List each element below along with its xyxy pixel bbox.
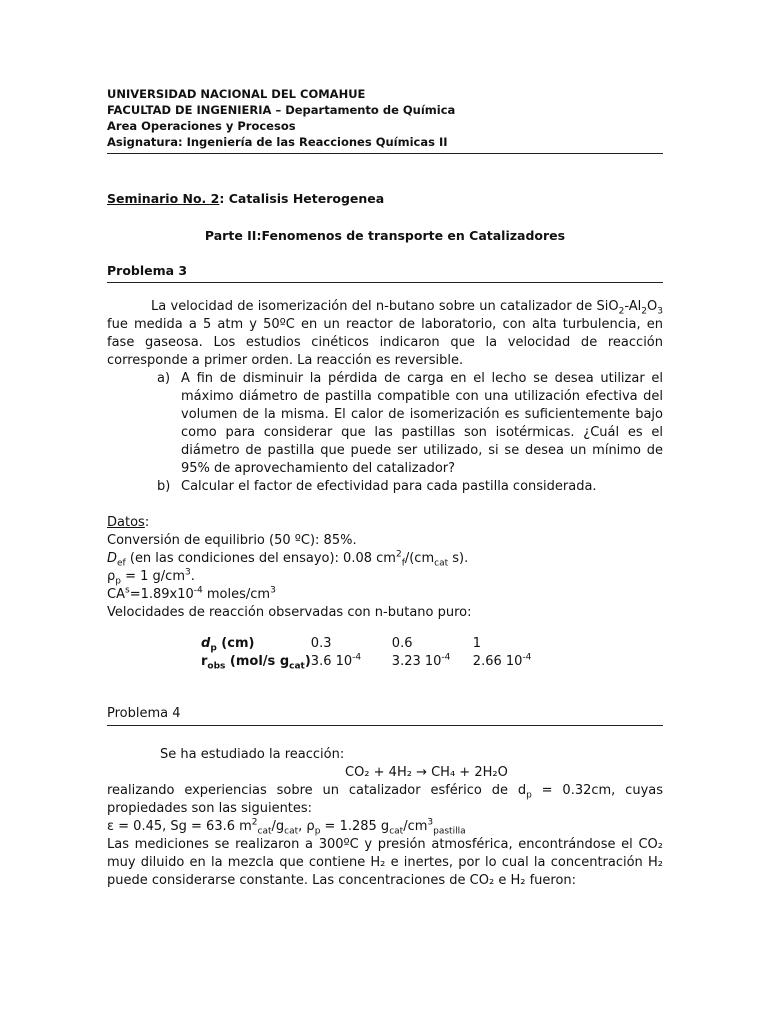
table-cell: 1 bbox=[472, 635, 482, 651]
header-course: Asignatura: Ingeniería de las Reacciones Químicas II bbox=[107, 135, 448, 149]
item-marker: b) bbox=[157, 479, 171, 494]
robs-header-label: (mol/s g bbox=[225, 653, 290, 669]
header-divider bbox=[107, 153, 663, 154]
props-a: ε = 0.45, Sg = 63.6 m bbox=[107, 819, 252, 834]
robs-header: $r_{obs}$ (mol/s $g_{cat}$) bbox=[201, 653, 311, 672]
robs-exponent: -4 bbox=[441, 652, 451, 663]
dp-header: $d_p$ (cm) bbox=[201, 635, 255, 654]
observed-rates-table bbox=[201, 634, 531, 670]
datos-concentration: $CA^s=1.89x10^{-4}$ moles/$cm^3$ bbox=[107, 585, 276, 602]
datos-velocidades: Velocidades de reacción observadas con n-butano puro: bbox=[107, 605, 472, 620]
document-header bbox=[107, 86, 663, 150]
robs-value: 3.6 10 bbox=[310, 653, 353, 669]
datos-def-text: (en las condiciones del ensayo): 0.08 cm bbox=[125, 551, 396, 566]
table-cell bbox=[473, 652, 532, 670]
problem4-equation: CO₂ + 4H₂ → CH₄ + 2H₂O bbox=[345, 765, 508, 780]
robs-value: 2.66 10 bbox=[472, 653, 523, 669]
props-d: = 1.285 g bbox=[320, 819, 390, 834]
table-cell: 0.6 bbox=[391, 635, 413, 651]
props-e: /cm bbox=[403, 819, 428, 834]
datos-density: $\rho_p = 1$ $g/cm^3$. bbox=[107, 567, 195, 587]
props-c: , ρ bbox=[298, 819, 315, 834]
table-cell bbox=[392, 652, 473, 670]
problem3-divider bbox=[107, 282, 663, 283]
robs-exponent: -4 bbox=[522, 652, 532, 663]
problem3-intro-b: fue medida a 5 atm y 50ºC en un reactor de laboratorio, con alta turbulencia, en fase gaseosa. Los estudios cinéticos indicaron que la velocidad de reacción corresponde a primer orden. La reacción es reversible. bbox=[107, 317, 663, 368]
problem3-title: Problema 3 bbox=[107, 263, 188, 278]
item-text: Calcular el factor de efectividad para cada pastilla considerada. bbox=[181, 479, 597, 494]
table-cell bbox=[311, 652, 392, 670]
robs-exponent: -4 bbox=[352, 652, 362, 663]
table-cell: 0.3 bbox=[310, 635, 332, 651]
datos-label: Datos bbox=[107, 515, 145, 530]
props-b: /g bbox=[271, 819, 285, 834]
problem4-intro: Se ha estudiado la reacción: bbox=[160, 747, 345, 762]
problem4-measurements: Las mediciones se realizaron a 300ºC y presión atmosférica, encontrándose el CO₂ muy diluido en la mezcla que contiene H₂ e inertes, por lo cual la concentración H₂ puede considerarse constante. Las concentraciones de CO₂ e H₂ fueron: bbox=[107, 837, 663, 888]
datos-ca-text: =1.89x10 bbox=[129, 587, 194, 602]
seminar-topic: : Catalisis Heterogenea bbox=[219, 191, 385, 206]
datos-rho-text: = 1 g/cm bbox=[120, 569, 185, 584]
seminar-title bbox=[107, 191, 663, 206]
datos-heading: Datos: bbox=[107, 515, 150, 530]
seminar-label: Seminario No. 2 bbox=[107, 191, 220, 206]
problem3-item-b bbox=[157, 478, 663, 496]
robs-value: 3.23 10 bbox=[391, 653, 442, 669]
problem3-item-a bbox=[157, 370, 663, 478]
table-row bbox=[201, 634, 531, 652]
header-university: UNIVERSIDAD NACIONAL DEL COMAHUE bbox=[107, 87, 366, 101]
problem4-divider bbox=[107, 725, 663, 726]
item-text: A fin de disminuir la pérdida de carga en el lecho se desea utilizar el máximo diámetro de pastilla compatible con una utilización efectiva del volumen de la misma. El calor de isomerización es suficientemente bajo como para considerar que las pastillas son isotérmicas. ¿Cuál es el diámetro de pastilla que puede ser utilizado, si se desea un mínimo de 95% de aprovechamiento del catalizador? bbox=[181, 371, 663, 476]
problem4-properties: ε = 0.45, Sg = 63.6 $m^2_{cat}/g_{cat}$, $\rho_p = 1.285$ $g_{cat}/cm^3_{pastilla}$ bbox=[107, 817, 466, 837]
problem3-intro-a: La velocidad de isomerización del n-butano sobre un catalizador de SiO bbox=[151, 299, 619, 314]
part-title: Parte II:Fenomenos de transporte en Catalizadores bbox=[204, 228, 566, 243]
header-area: Area Operaciones y Procesos bbox=[107, 119, 296, 133]
datos-diffusivity: $D_{ef}$ (en las condiciones del ensayo): 0.08 $cm^2_f/(cm_{cat}$ s). bbox=[107, 549, 469, 569]
header-faculty: FACULTAD DE INGENIERIA – Departamento de Química bbox=[107, 103, 456, 117]
datos-ca-unit: moles/cm bbox=[202, 587, 271, 602]
problem4-text1: realizando experiencias sobre un catalizador esférico de d bbox=[107, 783, 527, 798]
table-row bbox=[201, 652, 531, 670]
datos-conversion: Conversión de equilibrio (50 ºC): 85%. bbox=[107, 533, 357, 548]
item-marker: a) bbox=[157, 371, 171, 386]
problem3-intro: La velocidad de isomerización del n-butano sobre un catalizador de $SiO_2-Al_2O_3$ fue medida a 5 atm y 50ºC en un reactor de laboratorio, con alta turbulencia, en fase gaseosa. Los estudios cinéticos indicaron que la velocidad de reacción corresponde a primer orden. La reacción es reversible. bbox=[107, 299, 663, 368]
problem4-title: Problema 4 bbox=[107, 706, 181, 721]
problem4-catalyst: realizando experiencias sobre un catalizador esférico de $d_p = 0.32cm$, cuyas propiedades son las siguientes: bbox=[107, 783, 663, 816]
problem4-text1b: = 0.32cm, cuyas propiedades son las siguientes: bbox=[107, 783, 663, 816]
document-page bbox=[107, 86, 663, 890]
dp-header-label: (cm) bbox=[216, 635, 255, 651]
